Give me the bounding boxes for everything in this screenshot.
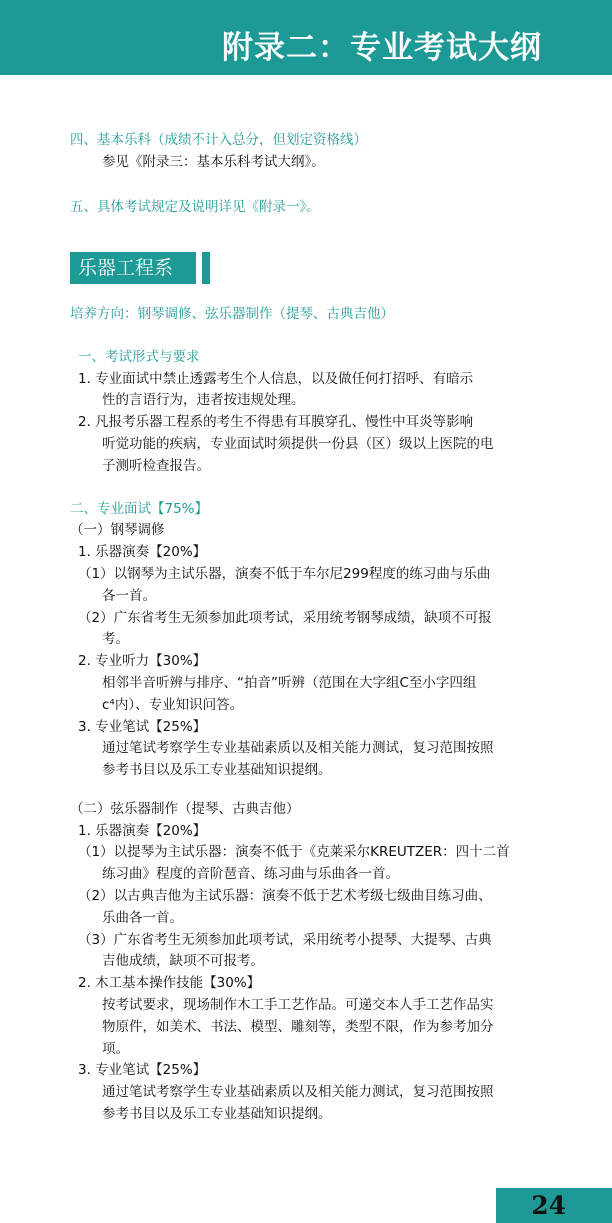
sub2-line: 物原件，如美术、书法、模型、雕刻等，类型不限，作为参考加分 xyxy=(102,1019,494,1035)
part1-line: 性的言语行为，违者按违规处理。 xyxy=(102,392,305,408)
intro-item-5: 五、具体考试规定及说明详见《附录一》。 xyxy=(70,199,320,215)
part1-line: 1. 专业面试中禁止透露考生个人信息，以及做任何打招呼、有暗示 xyxy=(78,371,474,387)
sub2-line: 乐曲各一首。 xyxy=(102,910,183,926)
sub1-line: c⁴内）、专业知识问答。 xyxy=(102,697,244,713)
sub1-line: 参考书目以及乐工专业基础知识提纲。 xyxy=(102,762,332,778)
section-title-bar xyxy=(202,252,210,284)
page-title: 附录二：专业考试大纲 xyxy=(222,30,542,66)
part2-title: 二、专业面试【75%】 xyxy=(70,501,209,517)
sub2-line: （1）以提琴为主试乐器：演奏不低于《克莱采尔KREUTZER：四十二首 xyxy=(78,844,510,860)
part1-line: 2. 凡报考乐器工程系的考生不得患有耳膜穿孔、慢性中耳炎等影响 xyxy=(78,414,474,430)
sub1-line: （2）广东省考生无须参加此项考试，采用统考钢琴成绩，缺项不可报 xyxy=(78,610,492,626)
sub1-line: 考。 xyxy=(102,631,129,647)
page-number: 24 xyxy=(531,1191,566,1220)
part1-title: 一、考试形式与要求 xyxy=(78,349,200,365)
intro-item-4: 四、基本乐科（成绩不计入总分，但划定资格线） xyxy=(70,132,367,148)
sub2-line: 项。 xyxy=(102,1041,129,1057)
sub2-line: 练习曲》程度的音阶琶音、练习曲与乐曲各一首。 xyxy=(102,866,399,882)
sub2-line: 参考书目以及乐工专业基础知识提纲。 xyxy=(102,1106,332,1122)
sub2-line: 按考试要求，现场制作木工手工艺作品。可递交本人手工艺作品实 xyxy=(102,997,494,1013)
sub1-line: 各一首。 xyxy=(102,588,156,604)
sub2-line: 2. 木工基本操作技能【30%】 xyxy=(78,975,261,991)
part2-sub1-title: （一）钢琴调修 xyxy=(70,522,165,538)
sub1-line: 1. 乐器演奏【20%】 xyxy=(78,544,207,560)
part1-line: 子测听检查报告。 xyxy=(102,458,210,474)
intro-item-4-reference: 参见《附录三：基本乐科考试大纲》。 xyxy=(102,154,325,170)
training-direction: 培养方向：钢琴调修、弦乐器制作（提琴、古典吉他） xyxy=(70,306,394,322)
section-title: 乐器工程系 xyxy=(70,252,196,284)
sub1-line: 3. 专业笔试【25%】 xyxy=(78,719,207,735)
sub2-line: （2）以古典吉他为主试乐器：演奏不低于艺术考级七级曲目练习曲、 xyxy=(78,888,492,904)
part1-line: 听觉功能的疾病，专业面试时须提供一份县（区）级以上医院的电 xyxy=(102,436,494,452)
sub2-line: （3）广东省考生无须参加此项考试，采用统考小提琴、大提琴、古典 xyxy=(78,932,492,948)
sub2-line: 吉他成绩，缺项不可报考。 xyxy=(102,953,264,969)
part2-sub2-title: （二）弦乐器制作（提琴、古典吉他） xyxy=(70,801,300,817)
sub1-line: （1）以钢琴为主试乐器，演奏不低于车尔尼299程度的练习曲与乐曲 xyxy=(78,566,491,582)
page-number-box xyxy=(496,1188,612,1223)
sub1-line: 2. 专业听力【30%】 xyxy=(78,653,207,669)
sub1-line: 相邻半音听辨与排序、“拍音”听辨（范围在大字组C至小字四组 xyxy=(102,675,477,691)
sub2-line: 1. 乐器演奏【20%】 xyxy=(78,823,207,839)
sub2-line: 3. 专业笔试【25%】 xyxy=(78,1062,207,1078)
sub2-line: 通过笔试考察学生专业基础素质以及相关能力测试，复习范围按照 xyxy=(102,1084,494,1100)
page-header xyxy=(0,0,612,75)
sub1-line: 通过笔试考察学生专业基础素质以及相关能力测试，复习范围按照 xyxy=(102,740,494,756)
